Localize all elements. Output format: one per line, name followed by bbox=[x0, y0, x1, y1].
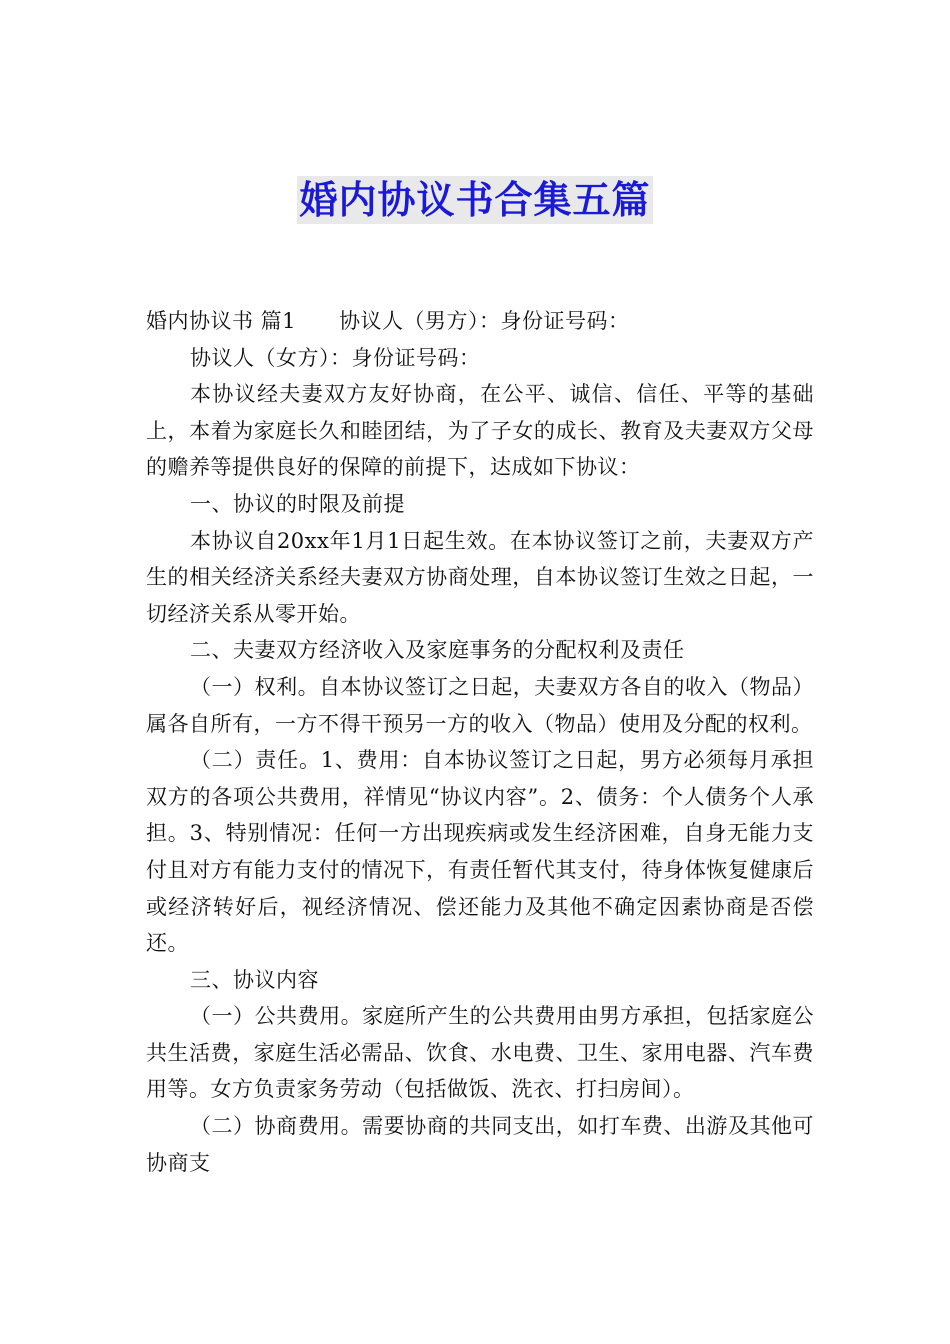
paragraph-preamble: 本协议经夫妻双方友好协商，在公平、诚信、信任、平等的基础上，本着为家庭长久和睦团结，为了子女的成长、教育及夫妻双方父母的赡养等提供良好的保障的前提下，达成如下协议： bbox=[146, 382, 814, 480]
section-heading-rights-duties: 二、夫妻双方经济收入及家庭事务的分配权利及责任 bbox=[190, 638, 685, 663]
title-container bbox=[0, 176, 950, 224]
section-heading-content: 三、协议内容 bbox=[190, 967, 319, 992]
document-body bbox=[146, 303, 814, 1181]
paragraph-party-female: 协议人（女方）：身份证号码： bbox=[190, 345, 481, 370]
paragraph-rights: （一）权利。自本协议签订之日起，夫妻双方各自的收入（物品）属各自所有，一方不得干预另一方的收入（物品）使用及分配的权利。 bbox=[146, 674, 814, 736]
paragraph-heading-party-male: 婚内协议书 篇1 协议人（男方）：身份证号码： bbox=[146, 309, 630, 333]
paragraph-public-expenses: （一）公共费用。家庭所产生的公共费用由男方承担，包括家庭公共生活费，家庭生活必需品、饮食、水电费、卫生、家用电器、汽车费用等。女方负责家务劳动（包括做饭、洗衣、打扫房间）。 bbox=[146, 1004, 814, 1102]
paragraph-negotiated-expenses: （二）协商费用。需要协商的共同支出，如打车费、出游及其他可协商支 bbox=[146, 1114, 814, 1175]
paragraph-responsibilities: （二）责任。1、费用：自本协议签订之日起，男方必须每月承担双方的各项公共费用，祥情见“协议内容”。2、债务：个人债务个人承担。3、特别情况：任何一方出现疾病或发生经济困难，自身无能力支付且对方有能力支付的情况下，有责任暂代其支付，待身体恢复健康后或经济转好后，视经济情况、偿还能力及其他不确定因素协商是否偿还。 bbox=[146, 748, 814, 956]
paragraph-effective-date: 本协议自20xx年1月1日起生效。在本协议签订之前，夫妻双方产生的相关经济关系经夫妻双方协商处理，自本协议签订生效之日起，一切经济关系从零开始。 bbox=[146, 528, 814, 626]
document-title: 婚内协议书合集五篇 bbox=[299, 178, 651, 222]
section-heading-term: 一、协议的时限及前提 bbox=[190, 491, 405, 516]
